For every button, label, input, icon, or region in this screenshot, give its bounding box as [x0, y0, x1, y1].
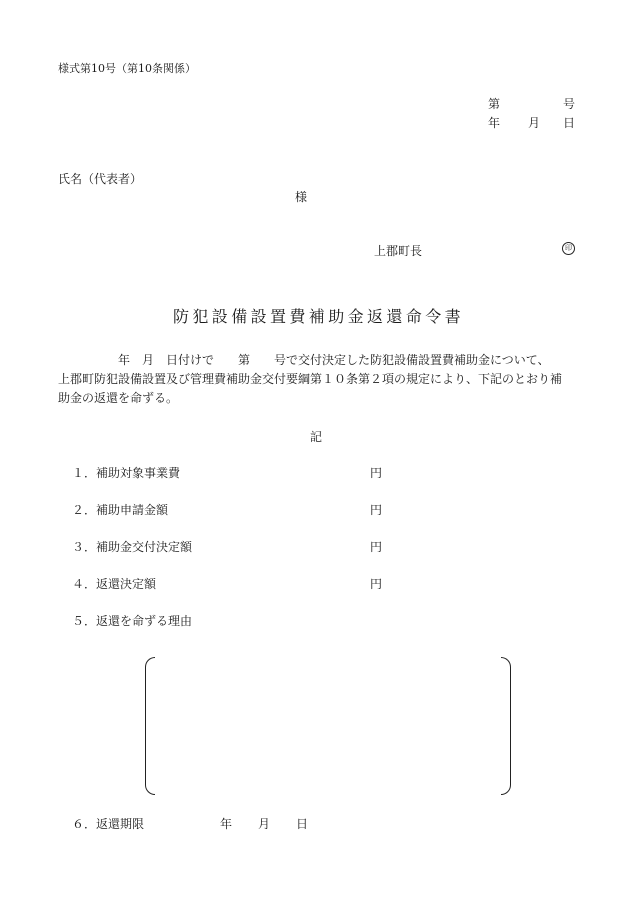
date-month: 月: [528, 116, 541, 130]
number-suffix: 号: [563, 97, 576, 111]
ki-heading: 記: [310, 430, 323, 444]
item-label-5: ５．返還を命ずる理由: [72, 614, 193, 628]
item-unit-4: 円: [370, 577, 383, 591]
document-title: 防犯設備設置費補助金返還命令書: [173, 307, 465, 326]
deadline-label: ６．返還期限: [72, 817, 145, 831]
item-unit-1: 円: [370, 466, 383, 480]
item-label-1: １．補助対象事業費: [72, 466, 181, 480]
deadline-year: 年: [220, 817, 233, 831]
date-day: 日: [563, 116, 576, 130]
recipient-honorific: 様: [295, 190, 308, 204]
item-label-4: ４．返還決定額: [72, 577, 157, 591]
body-paragraph: [58, 351, 580, 408]
recipient-name-label: 氏名（代表者）: [58, 172, 143, 186]
item-unit-3: 円: [370, 540, 383, 554]
body-line-1: 年 月 日付けで 第 号で交付決定した防犯設備設置費補助金について、: [58, 353, 550, 367]
body-line-3: 助金の返還を命ずる。: [58, 391, 179, 405]
reason-bracket-left: [145, 657, 155, 795]
item-label-2: ２．補助申請金額: [72, 503, 169, 517]
number-prefix: 第: [488, 97, 501, 111]
item-label-3: ３．補助金交付決定額: [72, 540, 193, 554]
date-year: 年: [488, 116, 501, 130]
deadline-day: 日: [296, 817, 309, 831]
issuer-title: 上郡町長: [374, 244, 423, 258]
body-line-2: 上郡町防犯設備設置及び管理費補助金交付要綱第１０条第２項の規定により、下記のとおり補: [58, 372, 563, 386]
deadline-month: 月: [258, 817, 271, 831]
reason-bracket-right: [501, 657, 511, 795]
form-number: 様式第10号（第10条関係）: [58, 62, 196, 75]
item-unit-2: 円: [370, 503, 383, 517]
seal-mark: 印: [562, 242, 575, 255]
